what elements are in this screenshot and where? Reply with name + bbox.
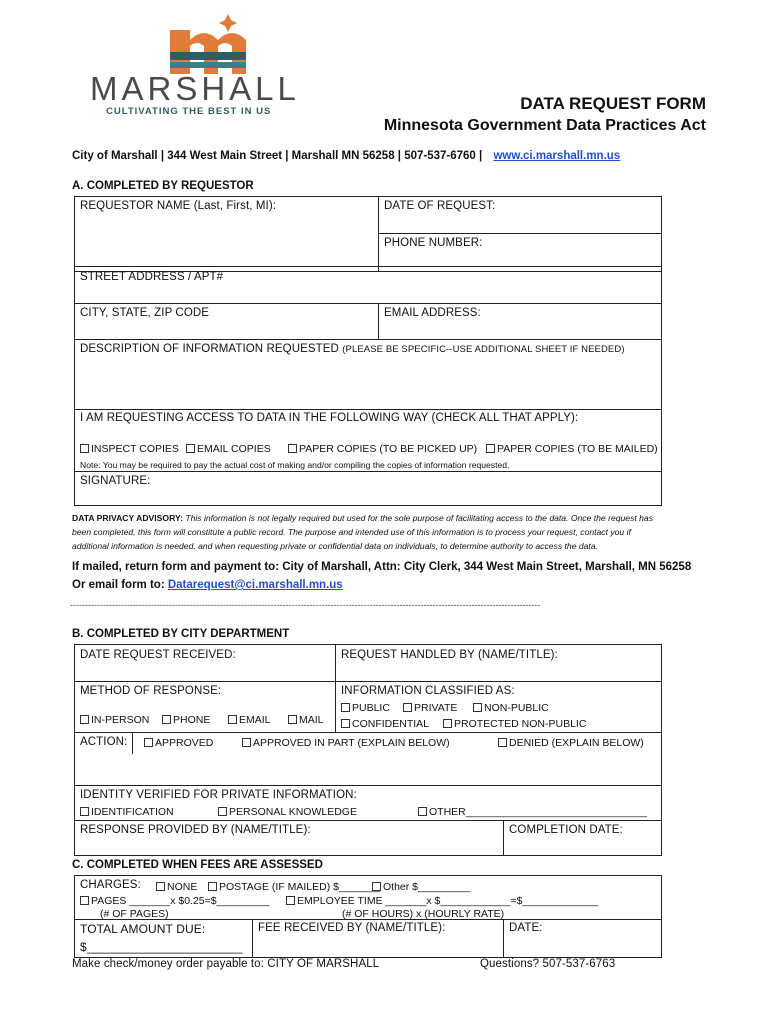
- form-title: DATA REQUEST FORM: [520, 94, 706, 113]
- cost-note: Note: You may be required to pay the actual cost of making and/or compiling the copies of information requested.: [80, 460, 510, 470]
- classified-label: INFORMATION CLASSIFIED AS:: [341, 685, 515, 697]
- fee-date-label: DATE:: [509, 922, 543, 934]
- signature-field[interactable]: [74, 471, 662, 506]
- class-confidential[interactable]: CONFIDENTIAL: [341, 718, 429, 730]
- charge-pages[interactable]: PAGES _______x $0.25=$_________: [80, 895, 269, 907]
- section-c-heading: C. COMPLETED WHEN FEES ARE ASSESSED: [72, 859, 323, 871]
- email-instructions: [72, 579, 343, 591]
- checkbox-icon: [80, 807, 89, 816]
- response-by-label: RESPONSE PROVIDED BY (NAME/TITLE):: [80, 824, 311, 836]
- class-public[interactable]: PUBLIC: [341, 702, 390, 714]
- description-label: [80, 343, 625, 355]
- checkbox-icon: [156, 882, 165, 891]
- advisory-line-3: additional information is needed, and when requesting private or confidential data on individuals, to determine authority to access the data.: [72, 541, 598, 551]
- checkbox-icon: [288, 444, 297, 453]
- checkbox-icon: [341, 703, 350, 712]
- email-prefix: Or email form to:: [72, 579, 165, 591]
- checkbox-icon: [144, 738, 153, 747]
- description-note: (PLEASE BE SPECIFIC--USE ADDITIONAL SHEET IF NEEDED): [342, 344, 625, 355]
- total-due-label: TOTAL AMOUNT DUE:: [80, 922, 206, 936]
- payable-note: Make check/money order payable to: CITY OF MARSHALL: [72, 958, 380, 970]
- action-label: ACTION:: [80, 736, 128, 748]
- advisory-line-1: This information is not legally required but used for the sole purpose of facilitating access to the data. Once the request has: [185, 513, 653, 523]
- website-link[interactable]: www.ci.marshall.mn.us: [493, 150, 621, 162]
- street-address-label: STREET ADDRESS / APT#: [80, 271, 224, 283]
- identity-identification[interactable]: IDENTIFICATION: [80, 806, 174, 818]
- identity-other[interactable]: OTHER_______________________________: [418, 806, 647, 818]
- privacy-advisory: [72, 511, 712, 553]
- description-text: DESCRIPTION OF INFORMATION REQUESTED: [80, 343, 339, 355]
- checkbox-icon: [286, 896, 295, 905]
- total-due-line: $_______________________: [80, 940, 243, 954]
- checkbox-icon: [418, 807, 427, 816]
- hours-rate-caption: (# OF HOURS) x (HOURLY RATE): [342, 908, 505, 920]
- contact-line: [72, 150, 620, 162]
- fee-received-label: FEE RECEIVED BY (NAME/TITLE):: [258, 922, 446, 934]
- checkbox-icon: [486, 444, 495, 453]
- checkbox-icon: [80, 444, 89, 453]
- access-option-email[interactable]: EMAIL COPIES: [186, 443, 271, 455]
- charge-other[interactable]: Other $_________: [372, 881, 471, 893]
- divider: -------------------------------------------------------------------------------------------------------------------------------------------------------------: [70, 600, 541, 610]
- advisory-line-2: been completed, this form will constitute a public record. The purpose and intended use of this information is to process your request, contact you if: [72, 527, 631, 537]
- checkbox-icon: [498, 738, 507, 747]
- checkbox-icon: [443, 719, 452, 728]
- completion-date-label: COMPLETION DATE:: [509, 824, 623, 836]
- checkbox-icon: [80, 896, 89, 905]
- method-phone[interactable]: PHONE: [162, 714, 210, 726]
- action-denied[interactable]: DENIED (EXPLAIN BELOW): [498, 737, 644, 749]
- advisory-label: DATA PRIVACY ADVISORY:: [72, 513, 183, 523]
- checkbox-icon: [341, 719, 350, 728]
- class-protected-non-public[interactable]: PROTECTED NON-PUBLIC: [443, 718, 586, 730]
- checkbox-icon: [403, 703, 412, 712]
- checkbox-icon: [186, 444, 195, 453]
- checkbox-icon: [208, 882, 217, 891]
- date-received-label: DATE REQUEST RECEIVED:: [80, 649, 236, 661]
- checkbox-icon: [162, 715, 171, 724]
- method-in-person[interactable]: IN-PERSON: [80, 714, 149, 726]
- action-approved-in-part[interactable]: APPROVED IN PART (EXPLAIN BELOW): [242, 737, 450, 749]
- method-label: METHOD OF RESPONSE:: [80, 685, 222, 697]
- checkbox-icon: [80, 715, 89, 724]
- checkbox-icon: [288, 715, 297, 724]
- mailing-instructions: If mailed, return form and payment to: City of Marshall, Attn: City Clerk, 344 West Main Street, Marshall, MN 56258: [72, 561, 692, 573]
- handled-by-label: REQUEST HANDLED BY (NAME/TITLE):: [341, 649, 558, 661]
- section-b-heading: B. COMPLETED BY CITY DEPARTMENT: [72, 628, 290, 640]
- class-non-public[interactable]: NON-PUBLIC: [473, 702, 549, 714]
- city-state-zip-label: CITY, STATE, ZIP CODE: [80, 307, 210, 319]
- charge-postage[interactable]: POSTAGE (IF MAILED) $_______: [208, 881, 380, 893]
- checkbox-icon: [473, 703, 482, 712]
- access-option-paper-mailed[interactable]: PAPER COPIES (TO BE MAILED): [486, 443, 658, 455]
- pages-caption: (# OF PAGES): [100, 908, 169, 920]
- date-of-request-label: DATE OF REQUEST:: [384, 200, 496, 212]
- charge-none[interactable]: NONE: [156, 881, 197, 893]
- phone-number-label: PHONE NUMBER:: [384, 237, 483, 249]
- access-option-paper-pickup[interactable]: PAPER COPIES (TO BE PICKED UP): [288, 443, 477, 455]
- form-subtitle: Minnesota Government Data Practices Act: [383, 117, 706, 134]
- identity-personal-knowledge[interactable]: PERSONAL KNOWLEDGE: [218, 806, 357, 818]
- action-label-divider: [132, 732, 133, 754]
- method-mail[interactable]: MAIL: [288, 714, 324, 726]
- questions-phone: Questions? 507-537-6763: [480, 958, 616, 970]
- access-option-inspect[interactable]: INSPECT COPIES: [80, 443, 179, 455]
- method-email[interactable]: EMAIL: [228, 714, 271, 726]
- charge-employee-time[interactable]: EMPLOYEE TIME _______x $____________=$_____________: [286, 895, 598, 907]
- marshall-logo: [78, 12, 318, 124]
- checkbox-icon: [242, 738, 251, 747]
- class-private[interactable]: PRIVATE: [403, 702, 457, 714]
- action-approved[interactable]: APPROVED: [144, 737, 213, 749]
- checkbox-icon: [228, 715, 237, 724]
- signature-label: SIGNATURE:: [80, 475, 151, 487]
- requestor-name-label: REQUESTOR NAME (Last, First, MI):: [80, 200, 277, 212]
- logo-wordmark: MARSHALL: [90, 70, 300, 107]
- section-a-heading: A. COMPLETED BY REQUESTOR: [72, 180, 254, 192]
- datarequest-email-link[interactable]: Datarequest@ci.marshall.mn.us: [167, 579, 343, 591]
- access-method-label: I AM REQUESTING ACCESS TO DATA IN THE FOLLOWING WAY (CHECK ALL THAT APPLY):: [80, 412, 579, 424]
- identity-label: IDENTITY VERIFIED FOR PRIVATE INFORMATION:: [80, 789, 357, 801]
- email-address-label: EMAIL ADDRESS:: [384, 307, 481, 319]
- charges-label: CHARGES:: [80, 879, 141, 891]
- contact-text: City of Marshall | 344 West Main Street | Marshall MN 56258 | 507-537-6760 |: [72, 150, 483, 162]
- checkbox-icon: [218, 807, 227, 816]
- logo-tagline: CULTIVATING THE BEST IN US: [106, 106, 272, 117]
- checkbox-icon: [372, 882, 381, 891]
